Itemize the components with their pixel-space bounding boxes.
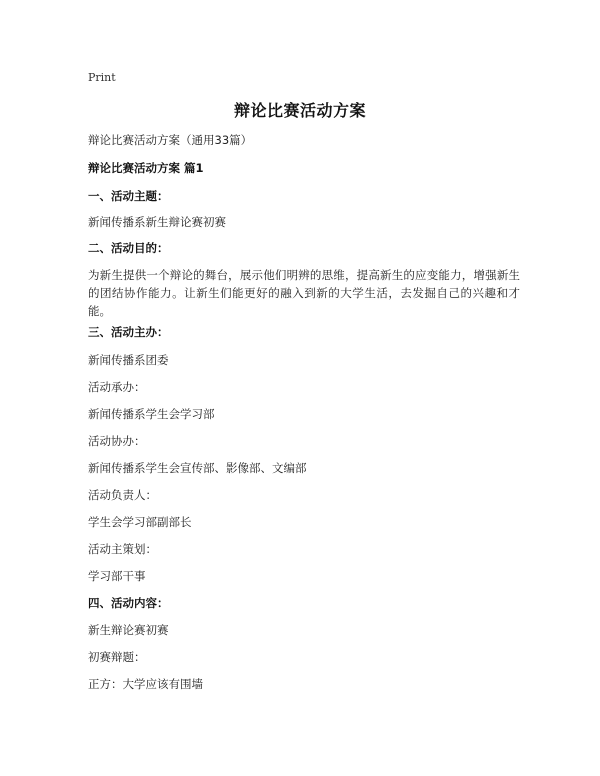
heading-organizer: 三、活动主办： (88, 325, 169, 339)
activity-theme-text: 新闻传播系新生辩论赛初赛 (88, 215, 226, 229)
activity-content-text: 新生辩论赛初赛 (88, 623, 169, 637)
heading-activity-purpose: 二、活动目的： (88, 241, 169, 255)
preliminary-topic-label: 初赛辩题： (88, 650, 146, 664)
chief-planner-text: 学习部干事 (88, 569, 146, 583)
heading-activity-theme: 一、活动主题： (88, 189, 169, 203)
organizer-text: 新闻传播系团委 (88, 353, 169, 367)
person-in-charge-text: 学生会学习部副部长 (88, 515, 192, 529)
person-in-charge-label: 活动负责人： (88, 488, 157, 502)
section-heading-article1: 辩论比赛活动方案 篇1 (88, 161, 204, 175)
print-link[interactable]: Print (88, 71, 116, 84)
subtitle-line: 辩论比赛活动方案（通用33篇） (88, 133, 253, 147)
co-organizer-text: 新闻传播系学生会宣传部、影像部、文编部 (88, 461, 307, 475)
undertaker-text: 新闻传播系学生会学习部 (88, 407, 215, 421)
document-title: 辩论比赛活动方案 (233, 101, 366, 120)
affirmative-side-text: 正方：大学应该有围墙 (88, 677, 203, 691)
undertaker-label: 活动承办： (88, 380, 146, 394)
heading-activity-content: 四、活动内容： (88, 596, 169, 610)
co-organizer-label: 活动协办： (88, 434, 146, 448)
chief-planner-label: 活动主策划： (88, 542, 157, 556)
activity-purpose-paragraph: 为新生提供一个辩论的舞台，展示他们明辨的思维，提高新生的应变能力，增强新生的团结协作能力。让新生们能更好的融入到新的大学生活，去发掘自己的兴趣和才能。 (88, 268, 520, 318)
